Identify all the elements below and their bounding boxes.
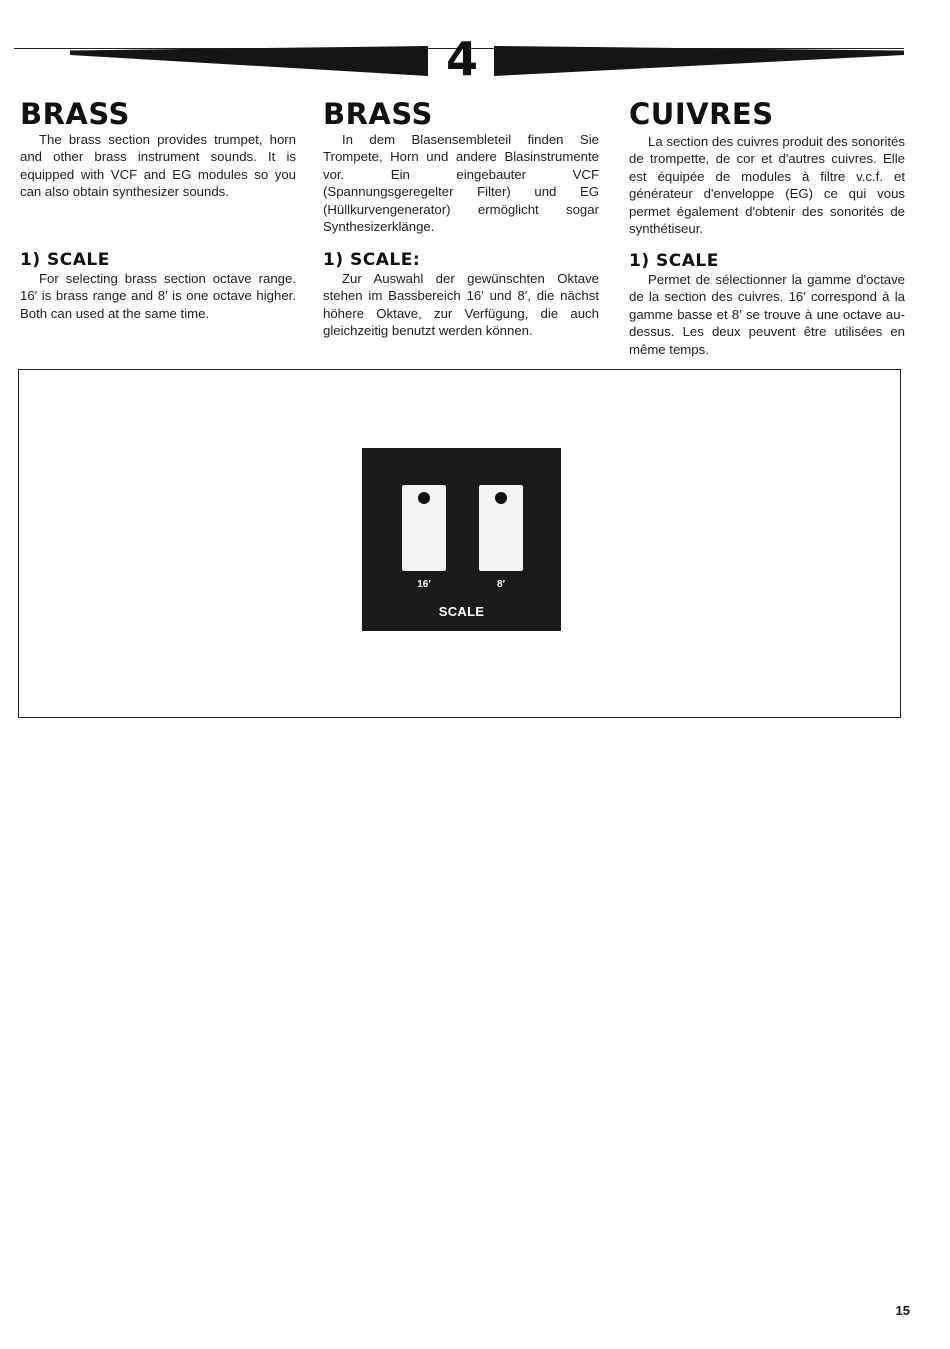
panel-label: SCALE [438,604,485,619]
section-intro-block [20,131,296,201]
switch-indicator-icon [495,492,507,504]
column-french [629,97,905,357]
section-intro: In dem Blasensembleteil finden Sie Trompete, Horn und andere Blasinstrumente vor. Ein eingebauter VCF (Spannungsgeregelter Filter) und EG (Hüllkurvengenerator) ermöglicht sogar Synthesizerklänge. [323,132,599,235]
subsection-body: Zur Auswahl der gewünschten Oktave stehen im Bassbereich 16′ und 8′, die nächst höhere Oktave, zur Verfügung, die auch gleichzeitig benutzt werden können. [323,271,599,339]
column-english [20,97,296,321]
scale-subsection [20,250,296,322]
header-bar-right [494,46,904,76]
section-intro: La section des cuivres produit des sonorités de trompette, de cor et d'autres cuivres. Elle est équipée de modules à filtre v.c.f. et générateur d'enveloppe (EG) ce qui vous permet également d'obtenir des sonorités de synthétiseur. [629,134,905,237]
chapter-number: 4 [445,32,478,86]
scale-subsection [323,250,599,340]
scale-switch-panel [362,448,561,631]
subsection-heading: 1) SCALE [629,251,719,271]
section-title: CUIVRES [629,97,774,131]
subsection-heading: 1) SCALE: [323,250,421,270]
subsection-body: For selecting brass section octave range. 16′ is brass range and 8′ is one octave higher. Both can used at the same time. [20,271,296,321]
switch-indicator-icon [418,492,430,504]
switch-8-label: 8′ [497,579,505,590]
switch-16-label: 16′ [417,579,431,590]
switch-16-foot[interactable] [402,485,446,571]
section-intro-block [629,133,905,237]
section-title: BRASS [323,97,433,131]
page-number: 15 [895,1303,910,1318]
scale-subsection [629,251,905,358]
header-bar-left [70,46,428,76]
column-german [323,97,599,339]
section-intro: The brass section provides trumpet, horn and other brass instrument sounds. It is equipped with VCF and EG modules so you can also obtain synthesizer sounds. [20,132,296,200]
subsection-heading: 1) SCALE [20,250,110,270]
subsection-body: Permet de sélectionner la gamme d'octave de la section des cuivres. 16′ correspond à la gamme basse et 8′ se trouve à une octave au-dessus. Les deux peuvent être utilisées en même temps. [629,272,905,357]
section-title: BRASS [20,97,130,131]
section-intro-block [323,131,599,235]
switch-8-foot[interactable] [479,485,523,571]
